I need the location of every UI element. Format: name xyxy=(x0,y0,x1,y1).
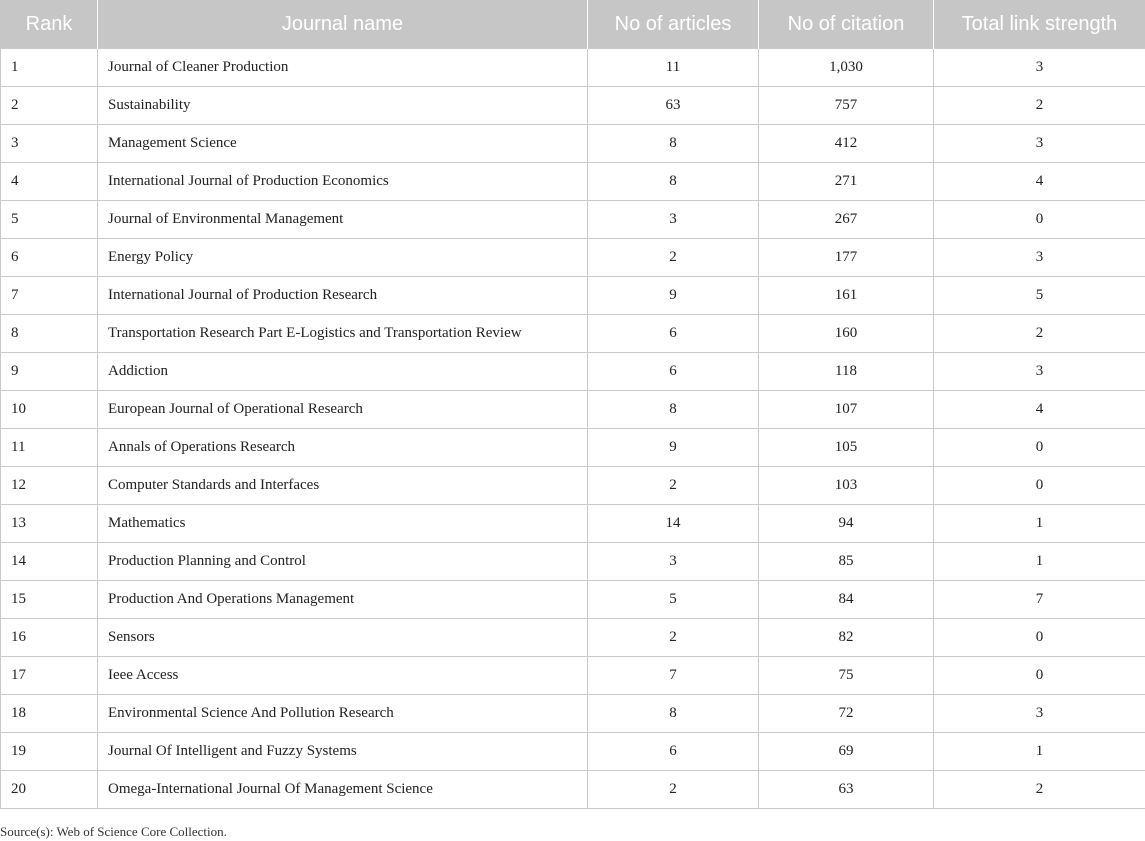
cell-no-of-articles: 7 xyxy=(588,657,759,695)
table-row xyxy=(1,239,1145,277)
cell-journal-name: International Journal of Production Research xyxy=(98,277,588,315)
table-row xyxy=(1,49,1145,87)
cell-total-link-strength: 1 xyxy=(934,505,1145,543)
table-row xyxy=(1,543,1145,581)
cell-total-link-strength: 0 xyxy=(934,201,1145,239)
cell-total-link-strength: 1 xyxy=(934,733,1145,771)
cell-no-of-articles: 6 xyxy=(588,353,759,391)
cell-no-of-articles: 2 xyxy=(588,239,759,277)
cell-journal-name: Environmental Science And Pollution Research xyxy=(98,695,588,733)
cell-no-of-articles: 8 xyxy=(588,163,759,201)
table-row xyxy=(1,277,1145,315)
cell-rank: 9 xyxy=(1,353,98,391)
cell-no-of-citation: 118 xyxy=(759,353,934,391)
cell-no-of-articles: 3 xyxy=(588,543,759,581)
table-row xyxy=(1,353,1145,391)
cell-total-link-strength: 2 xyxy=(934,771,1145,809)
cell-rank: 20 xyxy=(1,771,98,809)
cell-no-of-articles: 5 xyxy=(588,581,759,619)
header-no-of-articles: No of articles xyxy=(588,0,759,49)
cell-rank: 18 xyxy=(1,695,98,733)
cell-rank: 11 xyxy=(1,429,98,467)
table-row xyxy=(1,163,1145,201)
cell-no-of-articles: 9 xyxy=(588,277,759,315)
cell-journal-name: Journal Of Intelligent and Fuzzy Systems xyxy=(98,733,588,771)
cell-rank: 17 xyxy=(1,657,98,695)
cell-no-of-citation: 94 xyxy=(759,505,934,543)
cell-no-of-citation: 160 xyxy=(759,315,934,353)
cell-no-of-articles: 11 xyxy=(588,49,759,87)
cell-rank: 1 xyxy=(1,49,98,87)
cell-total-link-strength: 4 xyxy=(934,163,1145,201)
table-header-row xyxy=(1,0,1145,49)
cell-no-of-articles: 6 xyxy=(588,733,759,771)
cell-rank: 4 xyxy=(1,163,98,201)
cell-rank: 12 xyxy=(1,467,98,505)
header-journal-name: Journal name xyxy=(98,0,588,49)
table-row xyxy=(1,733,1145,771)
cell-rank: 14 xyxy=(1,543,98,581)
table-row xyxy=(1,657,1145,695)
cell-no-of-citation: 72 xyxy=(759,695,934,733)
cell-journal-name: International Journal of Production Economics xyxy=(98,163,588,201)
cell-journal-name: Annals of Operations Research xyxy=(98,429,588,467)
cell-no-of-articles: 8 xyxy=(588,125,759,163)
cell-journal-name: Production Planning and Control xyxy=(98,543,588,581)
cell-no-of-citation: 161 xyxy=(759,277,934,315)
cell-no-of-citation: 271 xyxy=(759,163,934,201)
cell-no-of-articles: 2 xyxy=(588,467,759,505)
cell-no-of-citation: 82 xyxy=(759,619,934,657)
cell-total-link-strength: 2 xyxy=(934,315,1145,353)
cell-no-of-citation: 267 xyxy=(759,201,934,239)
cell-no-of-citation: 63 xyxy=(759,771,934,809)
cell-no-of-citation: 69 xyxy=(759,733,934,771)
cell-journal-name: Management Science xyxy=(98,125,588,163)
cell-no-of-citation: 1,030 xyxy=(759,49,934,87)
cell-no-of-articles: 2 xyxy=(588,771,759,809)
cell-total-link-strength: 5 xyxy=(934,277,1145,315)
cell-no-of-articles: 8 xyxy=(588,695,759,733)
cell-journal-name: Journal of Cleaner Production xyxy=(98,49,588,87)
cell-no-of-articles: 9 xyxy=(588,429,759,467)
table-row xyxy=(1,87,1145,125)
cell-no-of-citation: 103 xyxy=(759,467,934,505)
source-note: Source(s): Web of Science Core Collection. xyxy=(0,824,227,839)
table-row xyxy=(1,315,1145,353)
table-row xyxy=(1,581,1145,619)
table-row xyxy=(1,391,1145,429)
cell-journal-name: Production And Operations Management xyxy=(98,581,588,619)
cell-rank: 15 xyxy=(1,581,98,619)
header-total-link-strength: Total link strength xyxy=(934,0,1145,49)
cell-total-link-strength: 3 xyxy=(934,353,1145,391)
header-rank: Rank xyxy=(1,0,98,49)
cell-total-link-strength: 3 xyxy=(934,49,1145,87)
cell-rank: 19 xyxy=(1,733,98,771)
cell-journal-name: Sensors xyxy=(98,619,588,657)
cell-journal-name: Journal of Environmental Management xyxy=(98,201,588,239)
cell-rank: 2 xyxy=(1,87,98,125)
cell-rank: 5 xyxy=(1,201,98,239)
cell-rank: 10 xyxy=(1,391,98,429)
cell-journal-name: European Journal of Operational Research xyxy=(98,391,588,429)
table-row xyxy=(1,619,1145,657)
cell-total-link-strength: 0 xyxy=(934,619,1145,657)
header-no-of-citation: No of citation xyxy=(759,0,934,49)
cell-total-link-strength: 2 xyxy=(934,87,1145,125)
cell-total-link-strength: 0 xyxy=(934,429,1145,467)
cell-total-link-strength: 3 xyxy=(934,239,1145,277)
cell-total-link-strength: 3 xyxy=(934,125,1145,163)
table-row xyxy=(1,467,1145,505)
cell-no-of-citation: 85 xyxy=(759,543,934,581)
cell-journal-name: Energy Policy xyxy=(98,239,588,277)
cell-no-of-citation: 412 xyxy=(759,125,934,163)
cell-no-of-citation: 75 xyxy=(759,657,934,695)
cell-total-link-strength: 0 xyxy=(934,657,1145,695)
cell-total-link-strength: 3 xyxy=(934,695,1145,733)
cell-no-of-articles: 14 xyxy=(588,505,759,543)
cell-no-of-citation: 107 xyxy=(759,391,934,429)
cell-journal-name: Transportation Research Part E-Logistics and Transportation Review xyxy=(98,315,588,353)
cell-journal-name: Ieee Access xyxy=(98,657,588,695)
cell-total-link-strength: 1 xyxy=(934,543,1145,581)
cell-no-of-articles: 2 xyxy=(588,619,759,657)
cell-no-of-citation: 757 xyxy=(759,87,934,125)
cell-journal-name: Sustainability xyxy=(98,87,588,125)
cell-no-of-articles: 8 xyxy=(588,391,759,429)
cell-journal-name: Addiction xyxy=(98,353,588,391)
cell-no-of-citation: 105 xyxy=(759,429,934,467)
cell-no-of-citation: 84 xyxy=(759,581,934,619)
table-row xyxy=(1,429,1145,467)
table-row xyxy=(1,505,1145,543)
cell-no-of-articles: 63 xyxy=(588,87,759,125)
table-row xyxy=(1,125,1145,163)
cell-journal-name: Computer Standards and Interfaces xyxy=(98,467,588,505)
table-row xyxy=(1,771,1145,809)
cell-rank: 16 xyxy=(1,619,98,657)
cell-rank: 8 xyxy=(1,315,98,353)
cell-rank: 6 xyxy=(1,239,98,277)
cell-rank: 7 xyxy=(1,277,98,315)
cell-rank: 13 xyxy=(1,505,98,543)
cell-total-link-strength: 4 xyxy=(934,391,1145,429)
cell-total-link-strength: 0 xyxy=(934,467,1145,505)
cell-no-of-articles: 6 xyxy=(588,315,759,353)
cell-journal-name: Omega-International Journal Of Management Science xyxy=(98,771,588,809)
cell-rank: 3 xyxy=(1,125,98,163)
cell-no-of-articles: 3 xyxy=(588,201,759,239)
cell-no-of-citation: 177 xyxy=(759,239,934,277)
cell-total-link-strength: 7 xyxy=(934,581,1145,619)
table-row xyxy=(1,695,1145,733)
cell-journal-name: Mathematics xyxy=(98,505,588,543)
table-row xyxy=(1,201,1145,239)
